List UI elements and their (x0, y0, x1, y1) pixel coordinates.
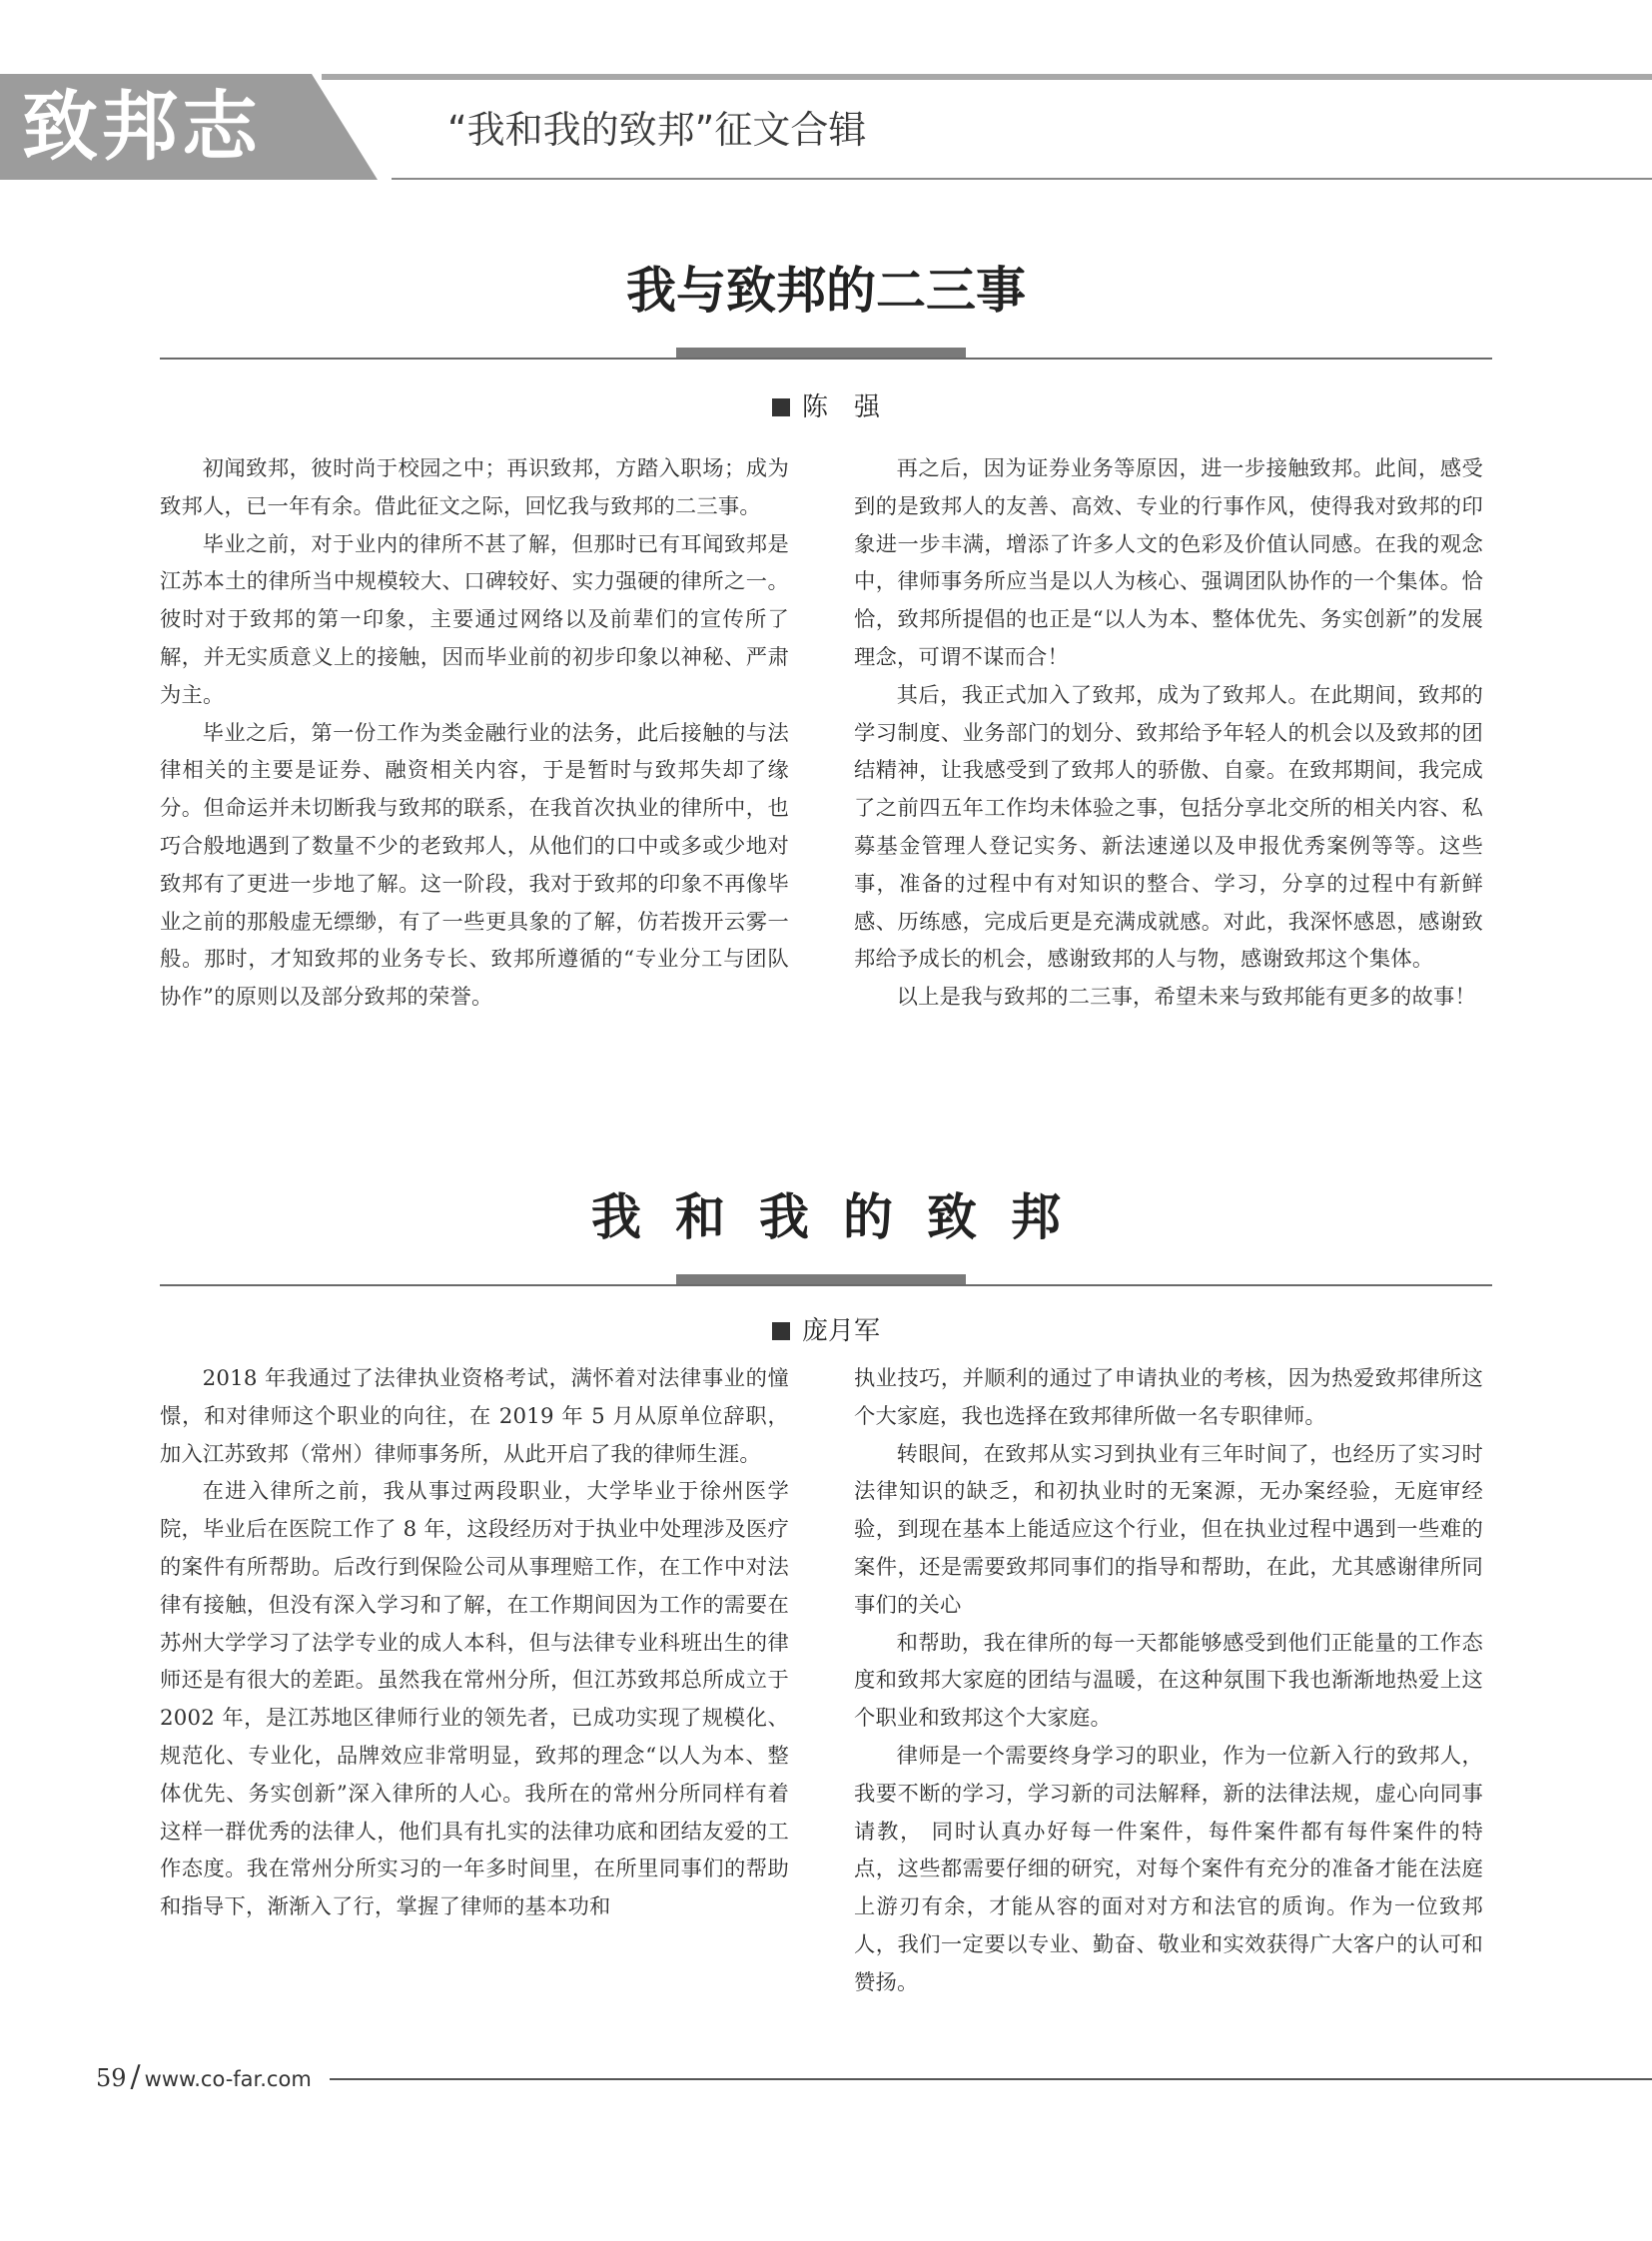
header-top-rule (322, 74, 1652, 80)
article-2-right-column (854, 1360, 1483, 2002)
section-title: “我和我的致邦”征文合辑 (447, 108, 867, 152)
article-2-author: 庞月军 (801, 1316, 880, 1346)
article-1-byline (160, 387, 1492, 427)
article-2-paragraph: 和帮助，我在律所的每一天都能够感受到他们正能量的工作态度和致邦大家庭的团结与温暖，在这种氛围下我也渐渐地热爱上这个职业和致邦这个大家庭。 (854, 1630, 1483, 1732)
article-1-right-column (854, 450, 1483, 1017)
article-2-byline (160, 1311, 1492, 1351)
article-1-paragraph: 其后，我正式加入了致邦，成为了致邦人。在此期间，致邦的学习制度、业务部门的划分、致邦给予年轻人的机会以及致邦的团结精神，让我感受到了致邦人的骄傲、自豪。在致邦期间，我完成了之前四五年工作均未体验之事，包括分享北交所的相关内容、私募基金管理人登记实务、新法速递以及申报优秀案例等等。这些事，准备的过程中有对知识的整合、学习，分享的过程中有新鲜感、历练感，完成后更是充满成就感。对此，我深怀感恩，感谢致邦给予成长的机会，感谢致邦的人与物，感谢致邦这个集体。 (854, 682, 1483, 973)
article-1-paragraph: 毕业之前，对于业内的律所不甚了解，但那时已有耳闻致邦是江苏本土的律所当中规模较大、口碑较好、实力强硬的律所之一。彼时对于致邦的第一印象，主要通过网络以及前辈们的宣传所了解，并无实质意义上的接触，因而毕业前的初步印象以神秘、严肃为主。 (160, 531, 789, 708)
footer-rule (330, 2078, 1652, 2080)
article-2-paragraph: 执业技巧，并顺利的通过了申请执业的考核，因为热爱致邦律所这个大家庭，我也选择在致邦律所做一名专职律师。 (854, 1366, 1483, 1429)
article-1-paragraph: 毕业之后，第一份工作为类金融行业的法务，此后接触的与法律相关的主要是证券、融资相关内容，于是暂时与致邦失却了缘分。但命运并未切断我与致邦的联系，在我首次执业的律所中，也巧合般地遇到了数量不少的老致邦人，从他们的口中或多或少地对致邦有了更进一步地了解。这一阶段，我对于致邦的印象不再像毕业之前的那般虚无缥缈，有了一些更具象的了解，仿若拨开云雾一般。那时，才知致邦的业务专长、致邦所遵循的“专业分工与团队协作”的原则以及部分致邦的荣誉。 (160, 720, 789, 1011)
magazine-brand-logo: 致邦志 (22, 82, 262, 171)
article-1-author: 陈 强 (801, 392, 880, 422)
footer-website: www.co-far.com (144, 2067, 312, 2091)
article-2-paragraph: 转眼间，在致邦从实习到执业有三年时间了，也经历了实习时法律知识的缺乏，和初执业时的无案源，无办案经验，无庭审经验，到现在基本上能适应这个行业，但在执业过程中遇到一些难的案件，还是需要致邦同事们的指导和帮助，在此，尤其感谢律所同事们的关心 (854, 1441, 1483, 1618)
article-1-paragraph: 再之后，因为证券业务等原因，进一步接触致邦。此间，感受到的是致邦人的友善、高效、专业的行事作风，使得我对致邦的印象进一步丰满，增添了许多人文的色彩及价值认同感。在我的观念中，律师事务所应当是以人为核心、强调团队协作的一个集体。恰恰，致邦所提倡的也正是“以人为本、整体优先、务实创新”的发展理念，可谓不谋而合！ (854, 456, 1483, 670)
article-2-title-rule-thin (160, 1284, 1492, 1286)
footer-slash: / (130, 2059, 141, 2094)
page-footer (96, 2057, 312, 2097)
header-bottom-rule (392, 178, 1652, 180)
article-2-paragraph: 2018 年我通过了法律执业资格考试，满怀着对法律事业的憧憬，和对律师这个职业的向往，在 2019 年 5 月从原单位辞职，加入江苏致邦（常州）律师事务所，从此开启了我的律师生涯。 (160, 1366, 789, 1467)
article-1-paragraph: 以上是我与致邦的二三事，希望未来与致邦能有更多的故事！ (896, 985, 1477, 1011)
article-2-paragraph: 在进入律所之前，我从事过两段职业，大学毕业于徐州医学院，毕业后在医院工作了 8 年，这段经历对于执业中处理涉及医疗的案件有所帮助。后改行到保险公司从事理赔工作，在工作中对法律有接触，但没有深入学习和了解，在工作期间因为工作的需要在苏州大学学习了法学专业的成人本科，但与法律专业科班出生的律师还是有很大的差距。虽然我在常州分所，但江苏致邦总所成立于 2002 年，是江苏地区律师行业的领先者，已成功实现了规模化、规范化、专业化，品牌效应非常明显，致邦的理念“以人为本、整体优先、务实创新”深入律所的人心。我所在的常州分所同样有着这样一群优秀的法律人，他们具有扎实的法律功底和团结友爱的工作态度。我在常州分所实习的一年多时间里，在所里同事们的帮助和指导下，渐渐入了行，掌握了律师的基本功和 (160, 1479, 789, 1920)
article-1-title-rule-thin (160, 358, 1492, 360)
article-1-paragraph: 初闻致邦，彼时尚于校园之中；再识致邦，方踏入职场；成为致邦人，已一年有余。借此征文之际，回忆我与致邦的二三事。 (160, 456, 789, 519)
byline-square-icon (772, 1322, 790, 1340)
byline-square-icon (772, 398, 790, 416)
article-2-title: 我和我的致邦 (591, 1188, 1095, 1246)
article-1-left-column (160, 450, 789, 1017)
article-1-title: 我与致邦的二三事 (626, 262, 1026, 320)
page-number: 59 (96, 2064, 127, 2092)
article-2-left-column (160, 1360, 789, 1926)
article-2-paragraph: 律师是一个需要终身学习的职业，作为一位新入行的致邦人，我要不断的学习，学习新的司法解释，新的法律法规，虚心向同事请教， 同时认真办好每一件案件，每件案件都有每件案件的特点，这些都需要仔细的研究，对每个案件有充分的准备才能在法庭上游刃有余，才能从容的面对对方和法官的质询。作为一位致邦人，我们一定要以专业、勤奋、敬业和实效获得广大客户的认可和赞扬。 (854, 1743, 1483, 1995)
